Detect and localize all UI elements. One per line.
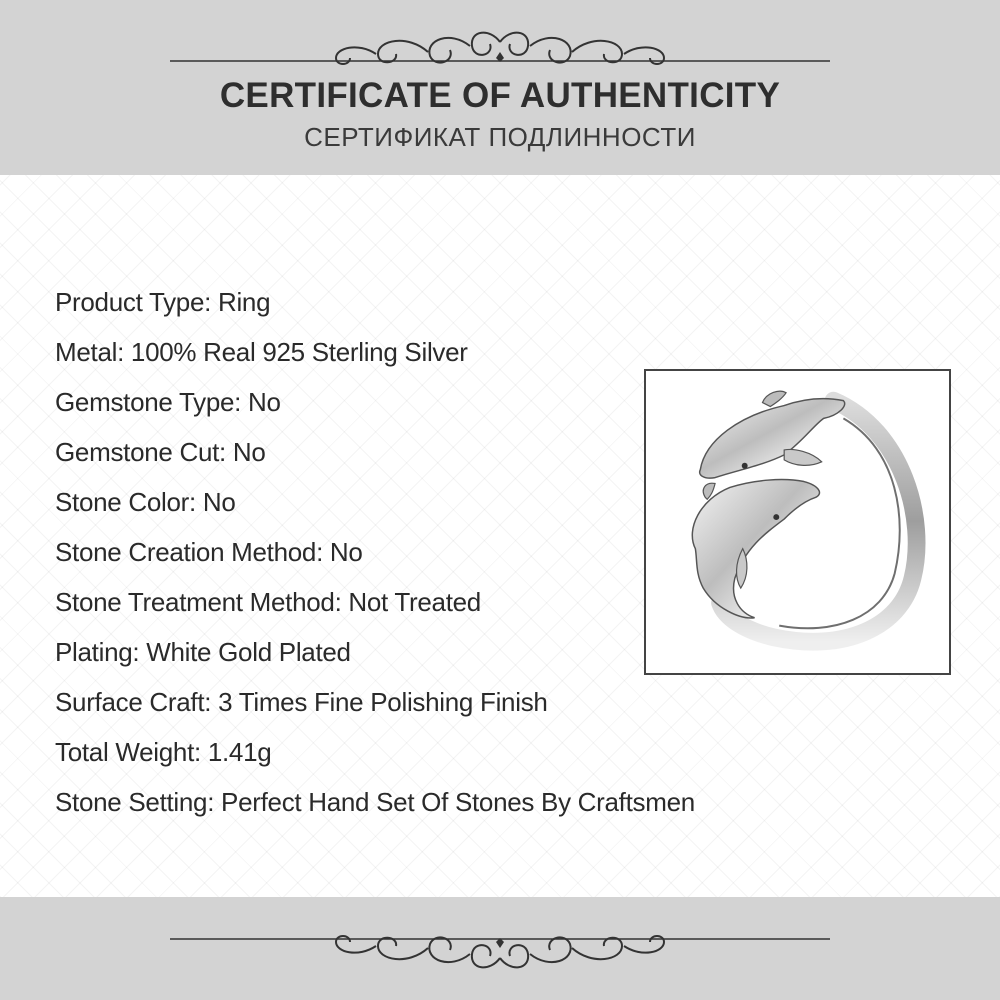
spec-stone-treatment-method: Stone Treatment Method: Not Treated: [55, 587, 481, 617]
spec-product-type: Product Type: Ring: [55, 287, 271, 317]
scroll-flourish-icon: [170, 22, 830, 72]
spec-plating: Plating: White Gold Plated: [55, 637, 351, 667]
spec-stone-color: Stone Color: No: [55, 487, 236, 517]
dolphin-ring-image: [646, 371, 949, 673]
spec-stone-setting: Stone Setting: Perfect Hand Set Of Stones By Craftsmen: [55, 787, 695, 817]
spec-surface-craft: Surface Craft: 3 Times Fine Polishing Finish: [55, 687, 548, 717]
scroll-flourish-icon: [170, 928, 830, 978]
spec-gemstone-type: Gemstone Type: No: [55, 387, 281, 417]
page-subtitle: СЕРТИФИКАТ ПОДЛИННОСТИ: [304, 122, 696, 152]
product-photo: [644, 369, 951, 675]
spec-stone-creation-method: Stone Creation Method: No: [55, 537, 363, 567]
header-band: [0, 0, 1000, 175]
spec-gemstone-cut: Gemstone Cut: No: [55, 437, 266, 467]
spec-list: [55, 282, 695, 832]
spec-metal: Metal: 100% Real 925 Sterling Silver: [55, 337, 468, 367]
spec-total-weight: Total Weight: 1.41g: [55, 737, 272, 767]
page-title: CERTIFICATE OF AUTHENTICITY: [219, 76, 781, 115]
